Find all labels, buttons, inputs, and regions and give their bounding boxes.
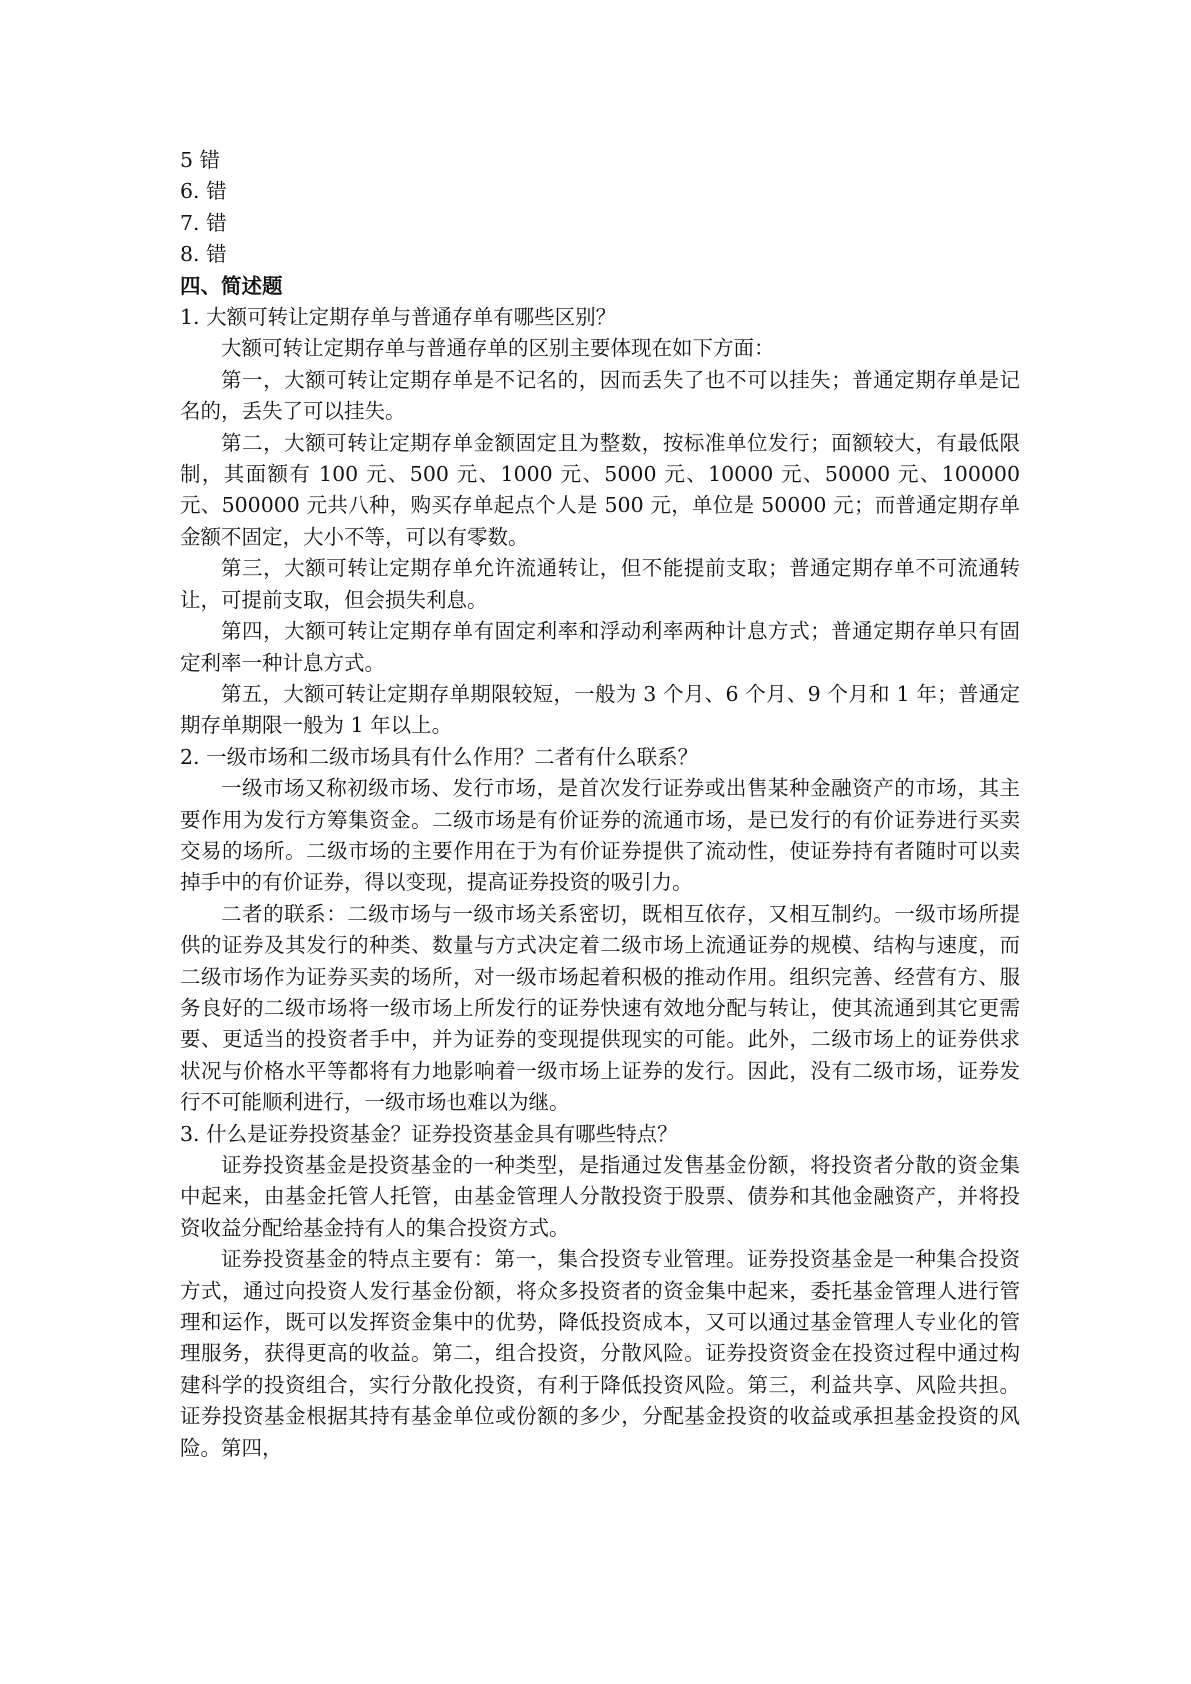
answer-item: 8. 错 (180, 242, 227, 267)
question-1: 1. 大额可转让定期存单与普通存单有哪些区别？ (180, 305, 617, 330)
answer-paragraph: 第五，大额可转让定期存单期限较短，一般为 3 个月、6 个月、9 个月和 1 年；普通定期存单期限一般为 1 年以上。 (180, 681, 1020, 738)
question-2: 2. 一级市场和二级市场具有什么作用？二者有什么联系？ (180, 744, 699, 769)
answer-paragraph: 第一，大额可转让定期存单是不记名的，因而丢失了也不可以挂失；普通定期存单是记名的，丢失了可以挂失。 (180, 367, 1020, 424)
answer-paragraph: 第三，大额可转让定期存单允许流通转让，但不能提前支取；普通定期存单不可流通转让，可提前支取，但会损失利息。 (180, 556, 1020, 612)
answer-item: 6. 错 (180, 179, 227, 204)
answer-paragraph: 大额可转让定期存单与普通存单的区别主要体现在如下方面： (221, 336, 775, 361)
answer-paragraph: 一级市场又称初级市场、发行市场，是首次发行证券或出售某种金融资产的市场，其主要作用为发行方筹集资金。二级市场是有价证券的流通市场，是已发行的有价证券进行买卖交易的场所。二级市场的主要作用在于为有价证券提供了流动性，使证券持有者随时可以卖掉手中的有价证券，得以变现，提高证券投资的吸引力。 (180, 776, 1020, 895)
answer-paragraph: 二者的联系：二级市场与一级市场关系密切，既相互依存，又相互制约。一级市场所提供的证券及其发行的种类、数量与方式决定着二级市场上流通证券的规模、结构与速度，而二级市场作为证券买卖的场所，对一级市场起着积极的推动作用。组织完善、经营有方、服务良好的二级市场将一级市场上所发行的证券快速有效地分配与转让，使其流通到其它更需要、更适当的投资者手中，并为证券的变现提供现实的可能。此外，二级市场上的证券供求状况与价格水平等都将有力地影响着一级市场上证券的发行。因此，没有二级市场，证券发行不可能顺利进行，一级市场也难以为继。 (180, 901, 1020, 1115)
answer-item: 7. 错 (180, 210, 227, 235)
section-heading: 四、简述题 (180, 273, 283, 298)
answer-paragraph: 第四，大额可转让定期存单有固定利率和浮动利率两种计息方式；普通定期存单只有固定利率一种计息方式。 (180, 619, 1020, 675)
answer-paragraph: 证券投资基金的特点主要有：第一，集合投资专业管理。证券投资基金是一种集合投资方式，通过向投资人发行基金份额，将众多投资者的资金集中起来，委托基金管理人进行管理和运作，既可以发挥资金集中的优势，降低投资成本，又可以通过基金管理人专业化的管理服务，获得更高的收益。第二，组合投资，分散风险。证券投资资金在投资过程中通过构建科学的投资组合，实行分散化投资，有利于降低投资风险。第三，利益共享、风险共担。证券投资基金根据其持有基金单位或份额的多少，分配基金投资的收益或承担基金投资的风险。第四， (180, 1247, 1020, 1460)
answer-paragraph: 证券投资基金是投资基金的一种类型，是指通过发售基金份额，将投资者分散的资金集中起来，由基金托管人托管，由基金管理人分散投资于股票、债券和其他金融资产，并将投资收益分配给基金持有人的集合投资方式。 (180, 1153, 1020, 1240)
answer-paragraph: 第二，大额可转让定期存单金额固定且为整数，按标准单位发行；面额较大，有最低限制，其面额有 100 元、500 元、1000 元、5000 元、10000 元、50000 元、100000 元、500000 元共八种，购买存单起点个人是 500 元，单位是 50000 元；而普通定期存单金额不固定，大小不等，可以有零数。 (180, 430, 1020, 549)
question-3: 3. 什么是证券投资基金？证券投资基金具有哪些特点？ (180, 1121, 678, 1146)
document-body (180, 145, 1020, 1464)
answer-item: 5 错 (180, 148, 221, 172)
